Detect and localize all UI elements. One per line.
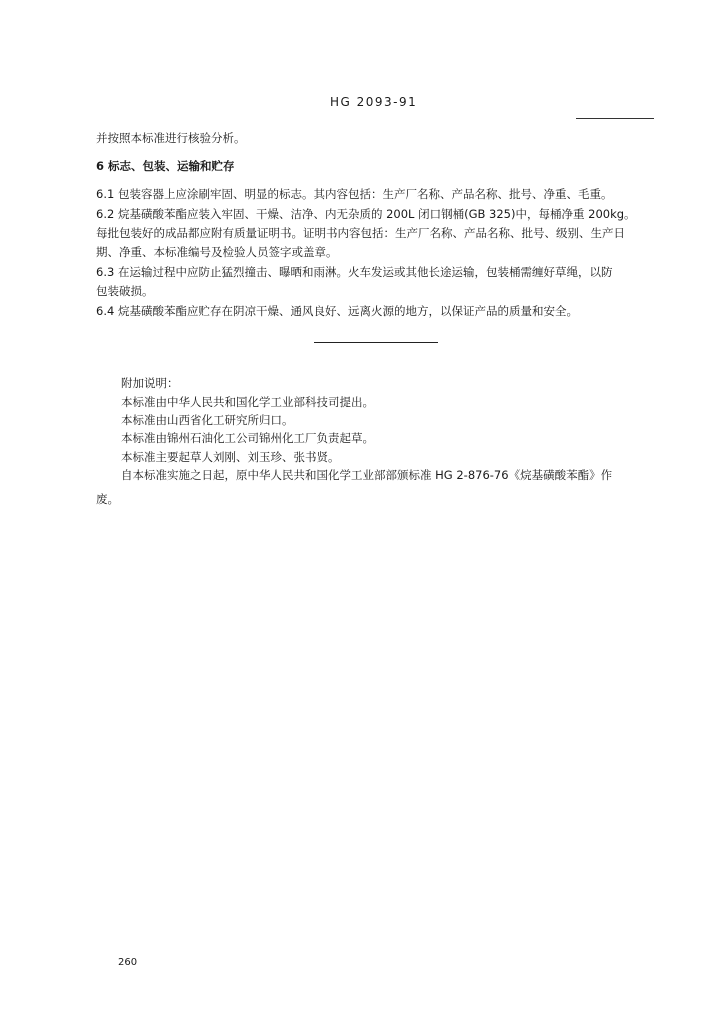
note-supersedes-line-2: 废。 — [96, 492, 119, 506]
page-number: 260 — [118, 957, 138, 968]
additional-notes-title: 附加说明： — [121, 376, 179, 390]
standard-code-header: HG 2093-91 — [330, 95, 418, 109]
note-proposer: 本标准由中华人民共和国化学工业部科技司提出。 — [121, 395, 374, 409]
note-administrator: 本标准由山西省化工研究所归口。 — [121, 413, 294, 427]
clause-6-3-line-2: 包装破损。 — [96, 284, 154, 298]
clause-6-2-line-1: 6.2 烷基磺酸苯酯应装入牢固、干燥、洁净、内无杂质的 200L 闭口钢桶(GB 325)中，每桶净重 200kg。 — [96, 207, 636, 221]
note-supersedes-line-1: 自本标准实施之日起，原中华人民共和国化学工业部部颁标准 HG 2-876-76《烷基磺酸苯酯》作 — [121, 468, 613, 482]
clause-6-4: 6.4 烷基磺酸苯酯应贮存在阴凉干燥、通风良好、远离火源的地方，以保证产品的质量和安全。 — [96, 304, 578, 318]
section-6-title: 6 标志、包装、运输和贮存 — [96, 159, 235, 173]
clause-6-3-line-1: 6.3 在运输过程中应防止猛烈撞击、曝晒和雨淋。火车发运或其他长途运输，包装桶需缠好草绳，以防 — [96, 265, 613, 279]
intro-line: 并按照本标准进行核验分析。 — [96, 131, 246, 145]
clause-6-1: 6.1 包装容器上应涂刷牢固、明显的标志。其内容包括：生产厂名称、产品名称、批号、净重、毛重。 — [96, 187, 613, 201]
end-of-text-rule — [314, 342, 438, 343]
clause-6-2-line-2: 每批包装好的成品都应附有质量证明书。证明书内容包括：生产厂名称、产品名称、批号、级别、生产日 — [96, 226, 625, 240]
header-rule — [576, 118, 654, 119]
note-drafting-persons: 本标准主要起草人刘刚、刘玉珍、张书贤。 — [121, 450, 340, 464]
clause-6-2-line-3: 期、净重、本标准编号及检验人员签字或盖章。 — [96, 245, 338, 259]
note-drafter: 本标准由锦州石油化工公司锦州化工厂负责起草。 — [121, 431, 374, 445]
